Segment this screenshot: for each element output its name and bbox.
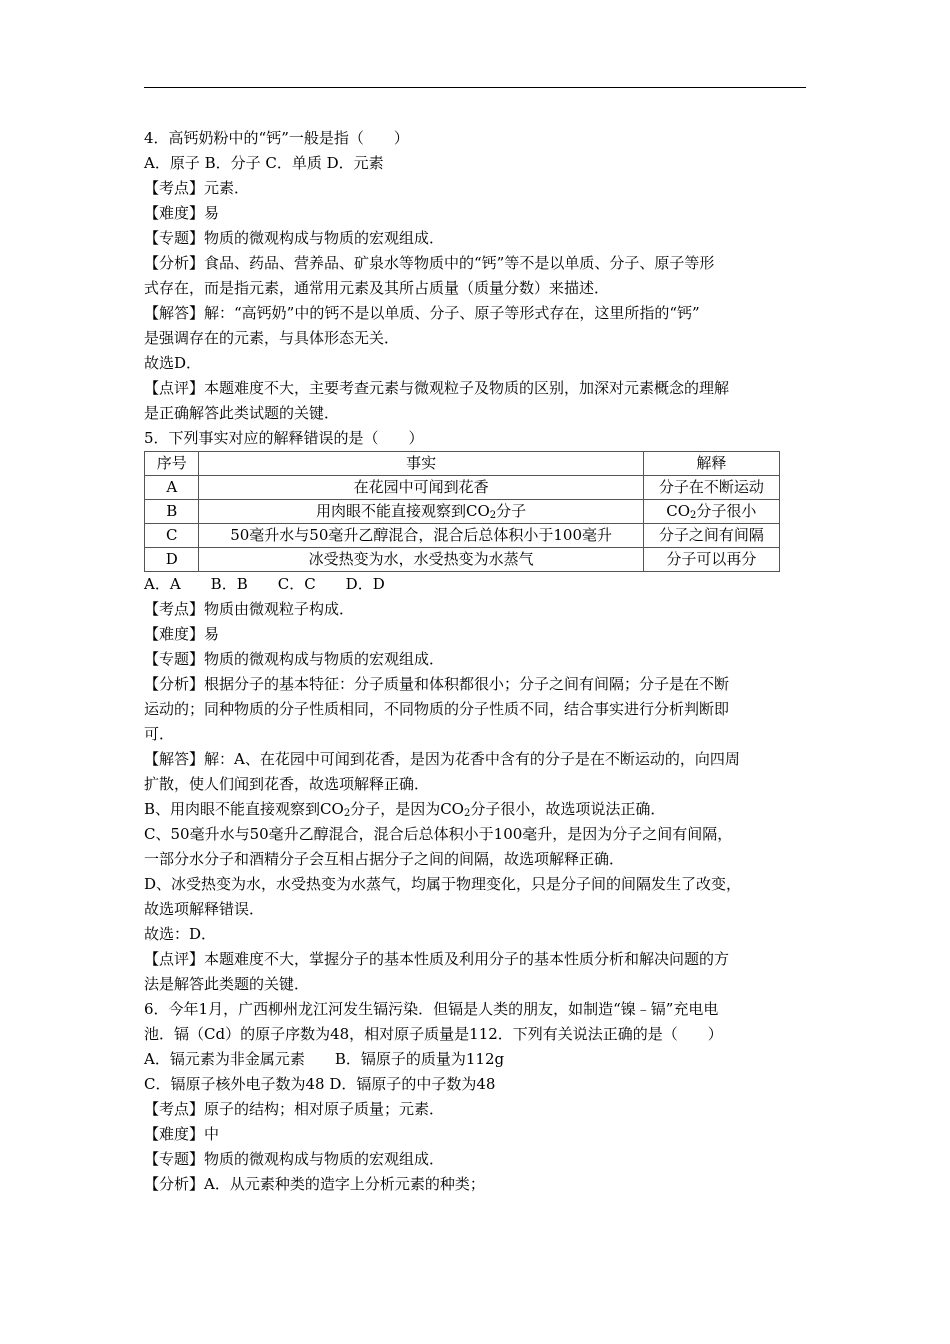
q4-answer: 故选D． (144, 354, 202, 372)
table-cell-explain (643, 500, 779, 524)
q5-jieda-c-line2: 一部分水分子和酒精分子会互相占据分子之间的间隔，故选项解释正确． (144, 850, 625, 868)
q6-question-line1: 6．今年1月，广西柳州龙江河发生镉污染．但镉是人类的朋友，如制造“镍﹣镉”充电电 (144, 1000, 719, 1018)
subscript: 2 (690, 510, 697, 521)
table-row (145, 524, 780, 548)
table-row (145, 548, 780, 572)
q5-zhuanti: 【专题】物质的微观构成与物质的宏观组成． (144, 650, 445, 668)
q5-dianping-line1: 【点评】本题难度不大，掌握分子的基本性质及利用分子的基本性质分析和解决问题的方 (144, 950, 730, 968)
table-header-cell: 事实 (199, 452, 643, 476)
q4-nandu: 【难度】易 (144, 204, 220, 222)
q4-fenxi-line1: 【分析】食品、药品、营养品、矿泉水等物质中的“钙”等不是以单质、分子、原子等形 (144, 254, 715, 272)
q5-jieda-d-line1: D、冰受热变为水，水受热变为水蒸气，均属于物理变化，只是分子间的间隔发生了改变， (144, 875, 742, 893)
q5-jieda-line2: 扩散，使人们闻到花香，故选项解释正确． (144, 775, 430, 793)
table-cell-explain: 分子可以再分 (643, 548, 779, 572)
q6-kaodian: 【考点】原子的结构；相对原子质量；元素． (144, 1100, 445, 1118)
table-cell-id: B (145, 500, 199, 524)
q4-dianping-line2: 是正确解答此类试题的关键． (144, 404, 340, 422)
q5-jieda-c-line1: C、50毫升水与50毫升乙醇混合，混合后总体积小于100毫升，是因为分子之间有间隔， (144, 825, 733, 843)
q6-options-cd: C．镉原子核外电子数为48 D．镉原子的中子数为48 (144, 1075, 496, 1093)
q5-jieda-b (144, 797, 808, 822)
table-header-cell: 序号 (145, 452, 199, 476)
q4-zhuanti: 【专题】物质的微观构成与物质的宏观组成． (144, 229, 445, 247)
q5-jieda-line1: 【解答】解：A、在花园中可闻到花香，是因为花香中含有的分子是在不断运动的，向四周 (144, 750, 740, 768)
fact-text: 分子 (496, 502, 527, 520)
table-cell-fact (199, 500, 643, 524)
q5-fenxi-line2: 运动的；同种物质的分子性质相同，不同物质的分子性质不同，结合事实进行分析判断即 (144, 700, 730, 718)
q5-nandu: 【难度】易 (144, 625, 220, 643)
q4-options: A．原子 B．分子 C．单质 D．元素 (144, 154, 384, 172)
q6-fenxi-line1: 【分析】A．从元素种类的造字上分析元素的种类； (144, 1175, 485, 1193)
document-content (144, 126, 808, 1197)
q6-nandu: 【难度】中 (144, 1125, 220, 1143)
explain-text: 分子很小 (696, 502, 757, 520)
header-rule (144, 87, 806, 88)
q5-answer: 故选：D． (144, 925, 217, 943)
table-cell-id: C (145, 524, 199, 548)
table-row (145, 500, 780, 524)
table-header-row (145, 452, 780, 476)
table-cell-id: D (145, 548, 199, 572)
q5-dianping-line2: 法是解答此类题的关键． (144, 975, 310, 993)
subscript: 2 (343, 808, 351, 819)
q6-options-ab: A．镉元素为非金属元素 B．镉原子的质量为112g (144, 1050, 505, 1068)
explain-text: CO (666, 502, 691, 520)
q4-dianping-line1: 【点评】本题难度不大，主要考查元素与微观粒子及物质的区别，加深对元素概念的理解 (144, 379, 730, 397)
q5-fenxi-line1: 【分析】根据分子的基本特征：分子质量和体积都很小；分子之间有间隔；分子是在不断 (144, 675, 730, 693)
q6-question-line2: 池．镉（Cd）的原子序数为48，相对原子质量是112．下列有关说法正确的是（ ） (144, 1025, 723, 1043)
q6-zhuanti: 【专题】物质的微观构成与物质的宏观组成． (144, 1150, 445, 1168)
q4-fenxi-line2: 式存在，而是指元素，通常用元素及其所占质量（质量分数）来描述． (144, 279, 610, 297)
jieda-text: 分子很小，故选项说法正确． (470, 800, 666, 818)
q5-options: A．A B．B C．C D．D (144, 575, 385, 593)
q4-question: 4．高钙奶粉中的“钙”一般是指（ ） (144, 129, 409, 147)
subscript: 2 (463, 808, 471, 819)
table-cell-explain: 分子之间有间隔 (643, 524, 779, 548)
table-cell-fact: 在花园中可闻到花香 (199, 476, 643, 500)
q5-facts-table (144, 451, 780, 572)
table-header-cell: 解释 (643, 452, 779, 476)
table-cell-explain: 分子在不断运动 (643, 476, 779, 500)
q5-question: 5．下列事实对应的解释错误的是（ ） (144, 429, 424, 447)
jieda-text: 分子，是因为CO (350, 800, 464, 818)
q5-fenxi-line3: 可． (144, 725, 175, 743)
q5-jieda-d-line2: 故选项解释错误． (144, 900, 265, 918)
table-cell-id: A (145, 476, 199, 500)
subscript: 2 (489, 510, 497, 521)
q4-jieda-line2: 是强调存在的元素，与具体形态无关． (144, 329, 400, 347)
table-row (145, 476, 780, 500)
q5-kaodian: 【考点】物质由微观粒子构成． (144, 600, 355, 618)
fact-text: 用肉眼不能直接观察到CO (316, 502, 490, 520)
table-cell-fact: 冰受热变为水，水受热变为水蒸气 (199, 548, 643, 572)
jieda-text: B、用肉眼不能直接观察到CO (144, 800, 344, 818)
q4-jieda-line1: 【解答】解：“高钙奶”中的钙不是以单质、分子、原子等形式存在，这里所指的“钙” (144, 304, 700, 322)
q4-kaodian: 【考点】元素． (144, 179, 250, 197)
table-cell-fact: 50毫升水与50毫升乙醇混合，混合后总体积小于100毫升 (199, 524, 643, 548)
